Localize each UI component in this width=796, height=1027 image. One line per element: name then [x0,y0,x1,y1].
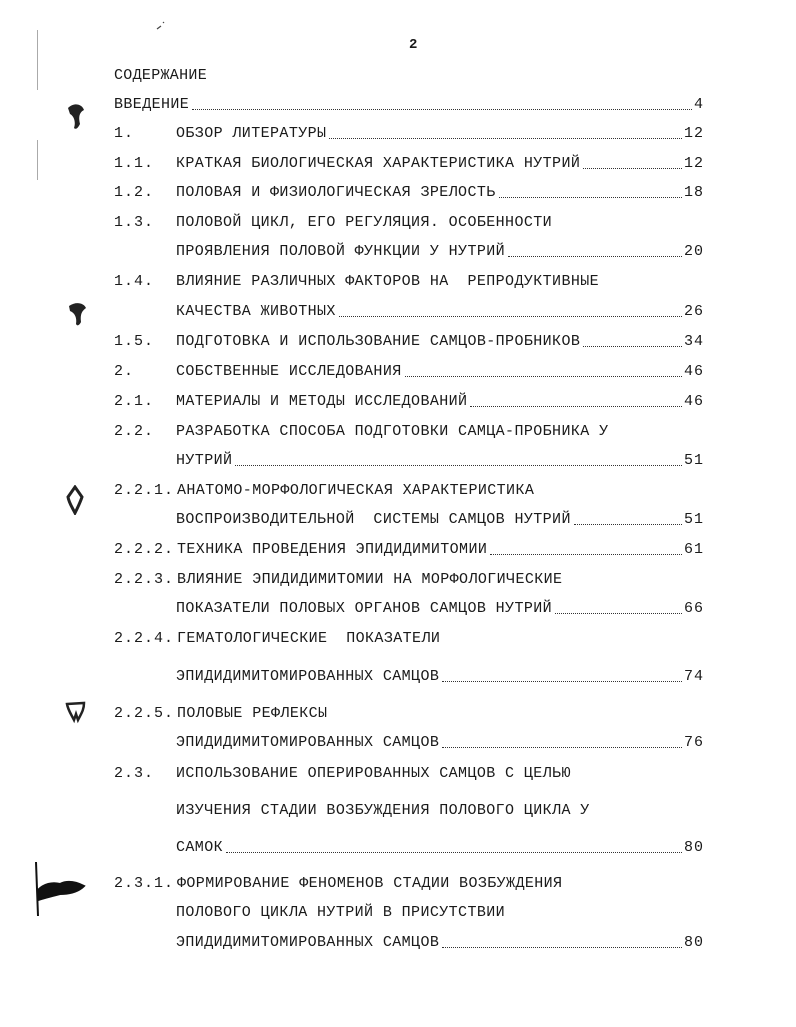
leader-dots [490,554,682,555]
leader-dots [329,138,682,139]
binder-hole-mark [66,300,90,330]
toc-entry-title: ПОЛОВАЯ И ФИЗИОЛОГИЧЕСКАЯ ЗРЕЛОСТЬ [176,184,496,201]
toc-entry-number: 2.2.5. [114,705,175,722]
toc-entry-title: РАЗРАБОТКА СПОСОБА ПОДГОТОВКИ САМЦА-ПРОБНИКА У [176,423,609,440]
toc-entry[interactable] [114,764,704,784]
leader-dots [442,947,682,948]
scan-edge-line [37,140,38,180]
toc-entry[interactable] [114,332,704,352]
toc-entry-number: 1.3. [114,214,155,231]
toc-entry-title: КРАТКАЯ БИОЛОГИЧЕСКАЯ ХАРАКТЕРИСТИКА НУТРИЙ [176,155,581,172]
toc-entry[interactable] [114,213,704,233]
toc-entry-title-cont: ЭПИДИДИМИТОМИРОВАННЫХ САМЦОВ [176,734,440,751]
toc-entry-title: ОБЗОР ЛИТЕРАТУРЫ [176,125,327,142]
toc-entry-page: 80 [683,839,704,856]
leader-dots [442,747,682,748]
toc-entry-title-cont: НУТРИЙ [176,452,233,469]
toc-entry-continuation[interactable] [114,933,704,953]
toc-entry-page: 80 [683,934,704,951]
toc-entry-title-cont: ИЗУЧЕНИЯ СТАДИИ ВОЗБУЖДЕНИЯ ПОЛОВОГО ЦИКЛА У [176,802,590,819]
leader-dots [442,681,682,682]
toc-entry-number: 2.2.3. [114,571,175,588]
binder-clip-mark [30,860,88,920]
toc-entry-number: 1.2. [114,184,155,201]
toc-entry-title-cont: САМОК [176,839,224,856]
toc-entry[interactable] [114,154,704,174]
toc-entry-title: ИСПОЛЬЗОВАНИЕ ОПЕРИРОВАННЫХ САМЦОВ С ЦЕЛЬЮ [176,765,571,782]
toc-entry-page: 51 [683,452,704,469]
toc-entry-continuation[interactable] [114,302,704,322]
toc-entry-title-cont: ПОКАЗАТЕЛИ ПОЛОВЫХ ОРГАНОВ САМЦОВ НУТРИЙ [176,600,553,617]
toc-entry-title: ПОЛОВОЙ ЦИКЛ, ЕГО РЕГУЛЯЦИЯ. ОСОБЕННОСТИ [176,214,553,231]
toc-entry[interactable] [114,392,704,412]
toc-entry-page: 12 [683,125,704,142]
toc-entry-number: 2. [114,363,135,380]
toc-entry[interactable] [114,704,704,724]
toc-entry-continuation[interactable] [114,903,704,923]
leader-dots [499,197,682,198]
leader-dots [508,256,682,257]
toc-entry-title: ВЛИЯНИЕ ЭПИДИДИМИТОМИИ НА МОРФОЛОГИЧЕСКИЕ [177,571,563,588]
toc-entry-number: 1.1. [114,155,155,172]
toc-entry-title: ВВЕДЕНИЕ [114,96,190,113]
toc-entry-continuation[interactable] [114,599,704,619]
toc-entry-continuation[interactable] [114,510,704,530]
toc-entry-number: 2.2.4. [114,630,175,647]
scan-speck [155,20,167,32]
toc-entry[interactable] [114,362,704,382]
leader-dots [405,376,682,377]
toc-entry-continuation[interactable] [114,451,704,471]
toc-entry-title-cont: ПОЛОВОГО ЦИКЛА НУТРИЙ В ПРИСУТСТВИИ [176,904,506,921]
leader-dots [555,613,682,614]
toc-entry-page: 46 [683,363,704,380]
toc-entry-title: ГЕМАТОЛОГИЧЕСКИЕ ПОКАЗАТЕЛИ [177,630,441,647]
toc-entry-title: ПОДГОТОВКА И ИСПОЛЬЗОВАНИЕ САМЦОВ-ПРОБНИКОВ [176,333,581,350]
binder-hole-mark [64,700,88,724]
toc-heading: СОДЕРЖАНИЕ [114,67,208,84]
scan-edge-line [37,30,38,90]
toc-entry-title: ФОРМИРОВАНИЕ ФЕНОМЕНОВ СТАДИИ ВОЗБУЖДЕНИЯ [177,875,563,892]
binder-hole-mark [64,485,86,515]
toc-entry-page: 18 [683,184,704,201]
toc-entry-number: 2.3.1. [114,875,175,892]
toc-entry[interactable] [114,874,704,894]
toc-entry-title-cont: ПРОЯВЛЕНИЯ ПОЛОВОЙ ФУНКЦИИ У НУТРИЙ [176,243,506,260]
toc-entry-page: 74 [683,668,704,685]
toc-entry-number: 1.4. [114,273,155,290]
leader-dots [470,406,682,407]
toc-entry-title: ВЛИЯНИЕ РАЗЛИЧНЫХ ФАКТОРОВ НА РЕПРОДУКТИВНЫЕ [176,273,600,290]
toc-entry-number: 2.1. [114,393,155,410]
leader-dots [235,465,682,466]
page-number: 2 [409,37,418,53]
toc-entry-title: МАТЕРИАЛЫ И МЕТОДЫ ИССЛЕДОВАНИЙ [176,393,468,410]
toc-entry-number: 1.5. [114,333,155,350]
toc-entry[interactable] [114,481,704,501]
toc-entry-page: 61 [683,541,704,558]
toc-entry-continuation[interactable] [114,242,704,262]
toc-entry[interactable] [114,183,704,203]
toc-entry-title: АНАТОМО-МОРФОЛОГИЧЕСКАЯ ХАРАКТЕРИСТИКА [177,482,535,499]
toc-entry-title-cont: КАЧЕСТВА ЖИВОТНЫХ [176,303,336,320]
leader-dots [574,524,682,525]
leader-dots [583,346,682,347]
toc-entry-number: 1. [114,125,135,142]
toc-entry-continuation[interactable] [114,801,704,821]
toc-entry-page: 51 [683,511,704,528]
leader-dots [226,852,682,853]
toc-entry-page: 4 [693,96,704,113]
toc-entry-number: 2.2.1. [114,482,175,499]
toc-entry-continuation[interactable] [114,667,704,687]
toc-entry-title-cont: ЭПИДИДИМИТОМИРОВАННЫХ САМЦОВ [176,934,440,951]
leader-dots [192,109,692,110]
toc-entry-page: 26 [683,303,704,320]
toc-entry[interactable] [114,629,704,649]
toc-entry[interactable] [114,570,704,590]
toc-entry-title-cont: ЭПИДИДИМИТОМИРОВАННЫХ САМЦОВ [176,668,440,685]
toc-entry-page: 34 [683,333,704,350]
toc-entry-continuation[interactable] [114,838,704,858]
toc-entry[interactable] [114,272,704,292]
toc-entry-page: 76 [683,734,704,751]
toc-entry-number: 2.2.2. [114,541,175,558]
leader-dots [583,168,682,169]
toc-entry[interactable] [114,422,704,442]
toc-entry[interactable] [114,124,704,144]
toc-entry-number: 2.3. [114,765,155,782]
toc-entry-page: 66 [683,600,704,617]
toc-entry-title: ПОЛОВЫЕ РЕФЛЕКСЫ [177,705,328,722]
toc-entry-title: ТЕХНИКА ПРОВЕДЕНИЯ ЭПИДИДИМИТОМИИ [177,541,488,558]
toc-entry-introduction[interactable] [114,95,704,115]
leader-dots [339,316,682,317]
toc-entry-page: 20 [683,243,704,260]
binder-hole-mark [64,100,90,134]
toc-entry-title-cont: ВОСПРОИЗВОДИТЕЛЬНОЙ СИСТЕМЫ САМЦОВ НУТРИЙ [176,511,571,528]
toc-entry-page: 46 [683,393,704,410]
toc-entry-continuation[interactable] [114,733,704,753]
toc-entry-page: 12 [683,155,704,172]
toc-entry-title: СОБСТВЕННЫЕ ИССЛЕДОВАНИЯ [176,363,402,380]
toc-entry-number: 2.2. [114,423,155,440]
toc-entry[interactable] [114,540,704,560]
